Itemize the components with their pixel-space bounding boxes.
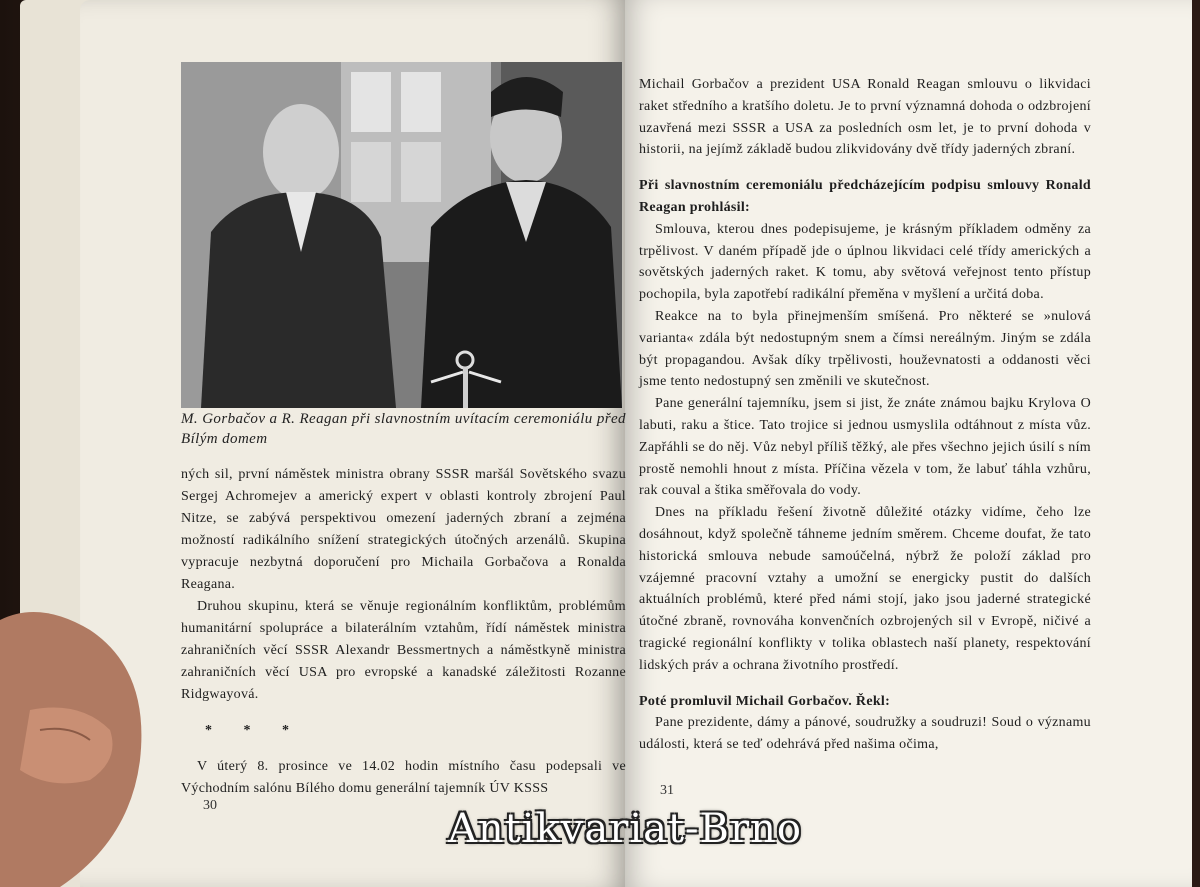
paragraph: V úterý 8. prosince ve 14.02 hodin místního času podepsali ve Východním salónu Bílého domu generální tajemník ÚV KSSS [181, 759, 626, 796]
page-number-right: 31 [660, 783, 674, 798]
section-separator: * * * [205, 723, 303, 738]
paragraph: Reakce na to byla přinejmenším smíšená. Pro některé se »nulová varianta« zdála být nedostupným snem a čímsi nereálným. Jiným se zdála být propagandou. Avšak díky trpělivosti, houževnatosti a oddanosti věci jsme tento nedostupný sen změnili ve skutečnost. [639, 308, 1091, 390]
watermark: Antikvariat-Brno [448, 806, 802, 852]
paragraph: ných sil, první náměstek ministra obrany SSSR maršál Sovětského svazu Sergej Achromejev a americký expert v oblasti kontroly zbrojení Paul Nitze, se zabývá perspektivou omezení jaderných zbraní a zejména možností radikálního snížení strategických útočných arzenálů. Skupina vypracuje nezbytná doporučení pro Michaila Gorbačova a Ronalda Reagana. [181, 467, 626, 592]
paragraph: Smlouva, kterou dnes podepisujeme, je krásným příkladem odměny za trpělivost. V daném případě jde o úplnou likvidaci celé třídy amerických a sovětských jaderných raket. K tomu, aby světová veřejnost tento přístup pochopila, byla zapotřebí radikální přeměna v myšlení a určitá doba. [639, 221, 1091, 303]
paragraph: Pane prezidente, dámy a pánové, soudružky a soudruzi! Soud o významu události, která se teď odehrává před našima očima, [639, 715, 1091, 753]
section-heading: Při slavnostním ceremoniálu předcházejícím podpisu smlouvy Ronald Reagan prohlásil: [639, 178, 1091, 215]
hand-holding-book [0, 560, 190, 887]
section-heading: Poté promluvil Michail Gorbačov. Řekl: [639, 693, 891, 709]
page-number-left: 30 [203, 798, 217, 813]
paragraph: Pane generální tajemníku, jsem si jist, že znáte známou bajku Krylova O labuti, raku a štice. Tato trojice si jednou usmyslila odtáhnout z místa vůz. Zapřáhli se do něj. Vůz nebyl příliš těžký, ale přes všechno jejich úsilí s ním prostě nemohli hnout z místa. Příčina vězela v tom, že labuť táhla vzhůru, rak couval a štika směřovala do vody. [639, 396, 1091, 499]
left-page-text [181, 464, 626, 800]
photograph-gorbachev-reagan [181, 62, 622, 408]
photo-caption: M. Gorbačov a R. Reagan při slavnostním uvítacím ceremoniálu před Bílým domem [181, 411, 626, 447]
paragraph: Dnes na příkladu řešení životně důležité otázky vidíme, čeho lze dosáhnout, když společně táhneme jedním směrem. Chceme doufat, že tato historická smlouva nebude samoúčelná, nýbrž že položí základ pro vzájemné pracovní vztahy a umožní se energicky pustit do dalších aktuálních problémů, které před námi stojí, jako jsou jaderné strategické útočné zbraně, rovnováha konvenčních ozbrojených sil v Evropě, ničivé a tragické regionální konflikty v tolika oblastech naší planety, respektování lidských práv a ochrana životního prostředí. [639, 505, 1091, 673]
paragraph: Michail Gorbačov a prezident USA Ronald Reagan smlouvu o likvidaci raket středního a kratšího doletu. Je to první významná dohoda o odzbrojení uzavřená mezi SSSR a USA za posledních osm let, je to první dohoda v historii, na jejímž základě budou zlikvidovány dvě třídy jaderných zbraní. [639, 77, 1091, 158]
right-page-text [639, 74, 1091, 756]
paragraph: Druhou skupinu, která se věnuje regionálním konfliktům, problémům humanitární spolupráce a bilaterálním vztahům, řídí náměstek ministra zahraničních věcí SSSR Alexandr Bessmertnych a náměstkyně ministra zahraničních věcí USA pro evropské a kanadské záležitosti Rozanne Ridgwayová. [181, 599, 626, 702]
